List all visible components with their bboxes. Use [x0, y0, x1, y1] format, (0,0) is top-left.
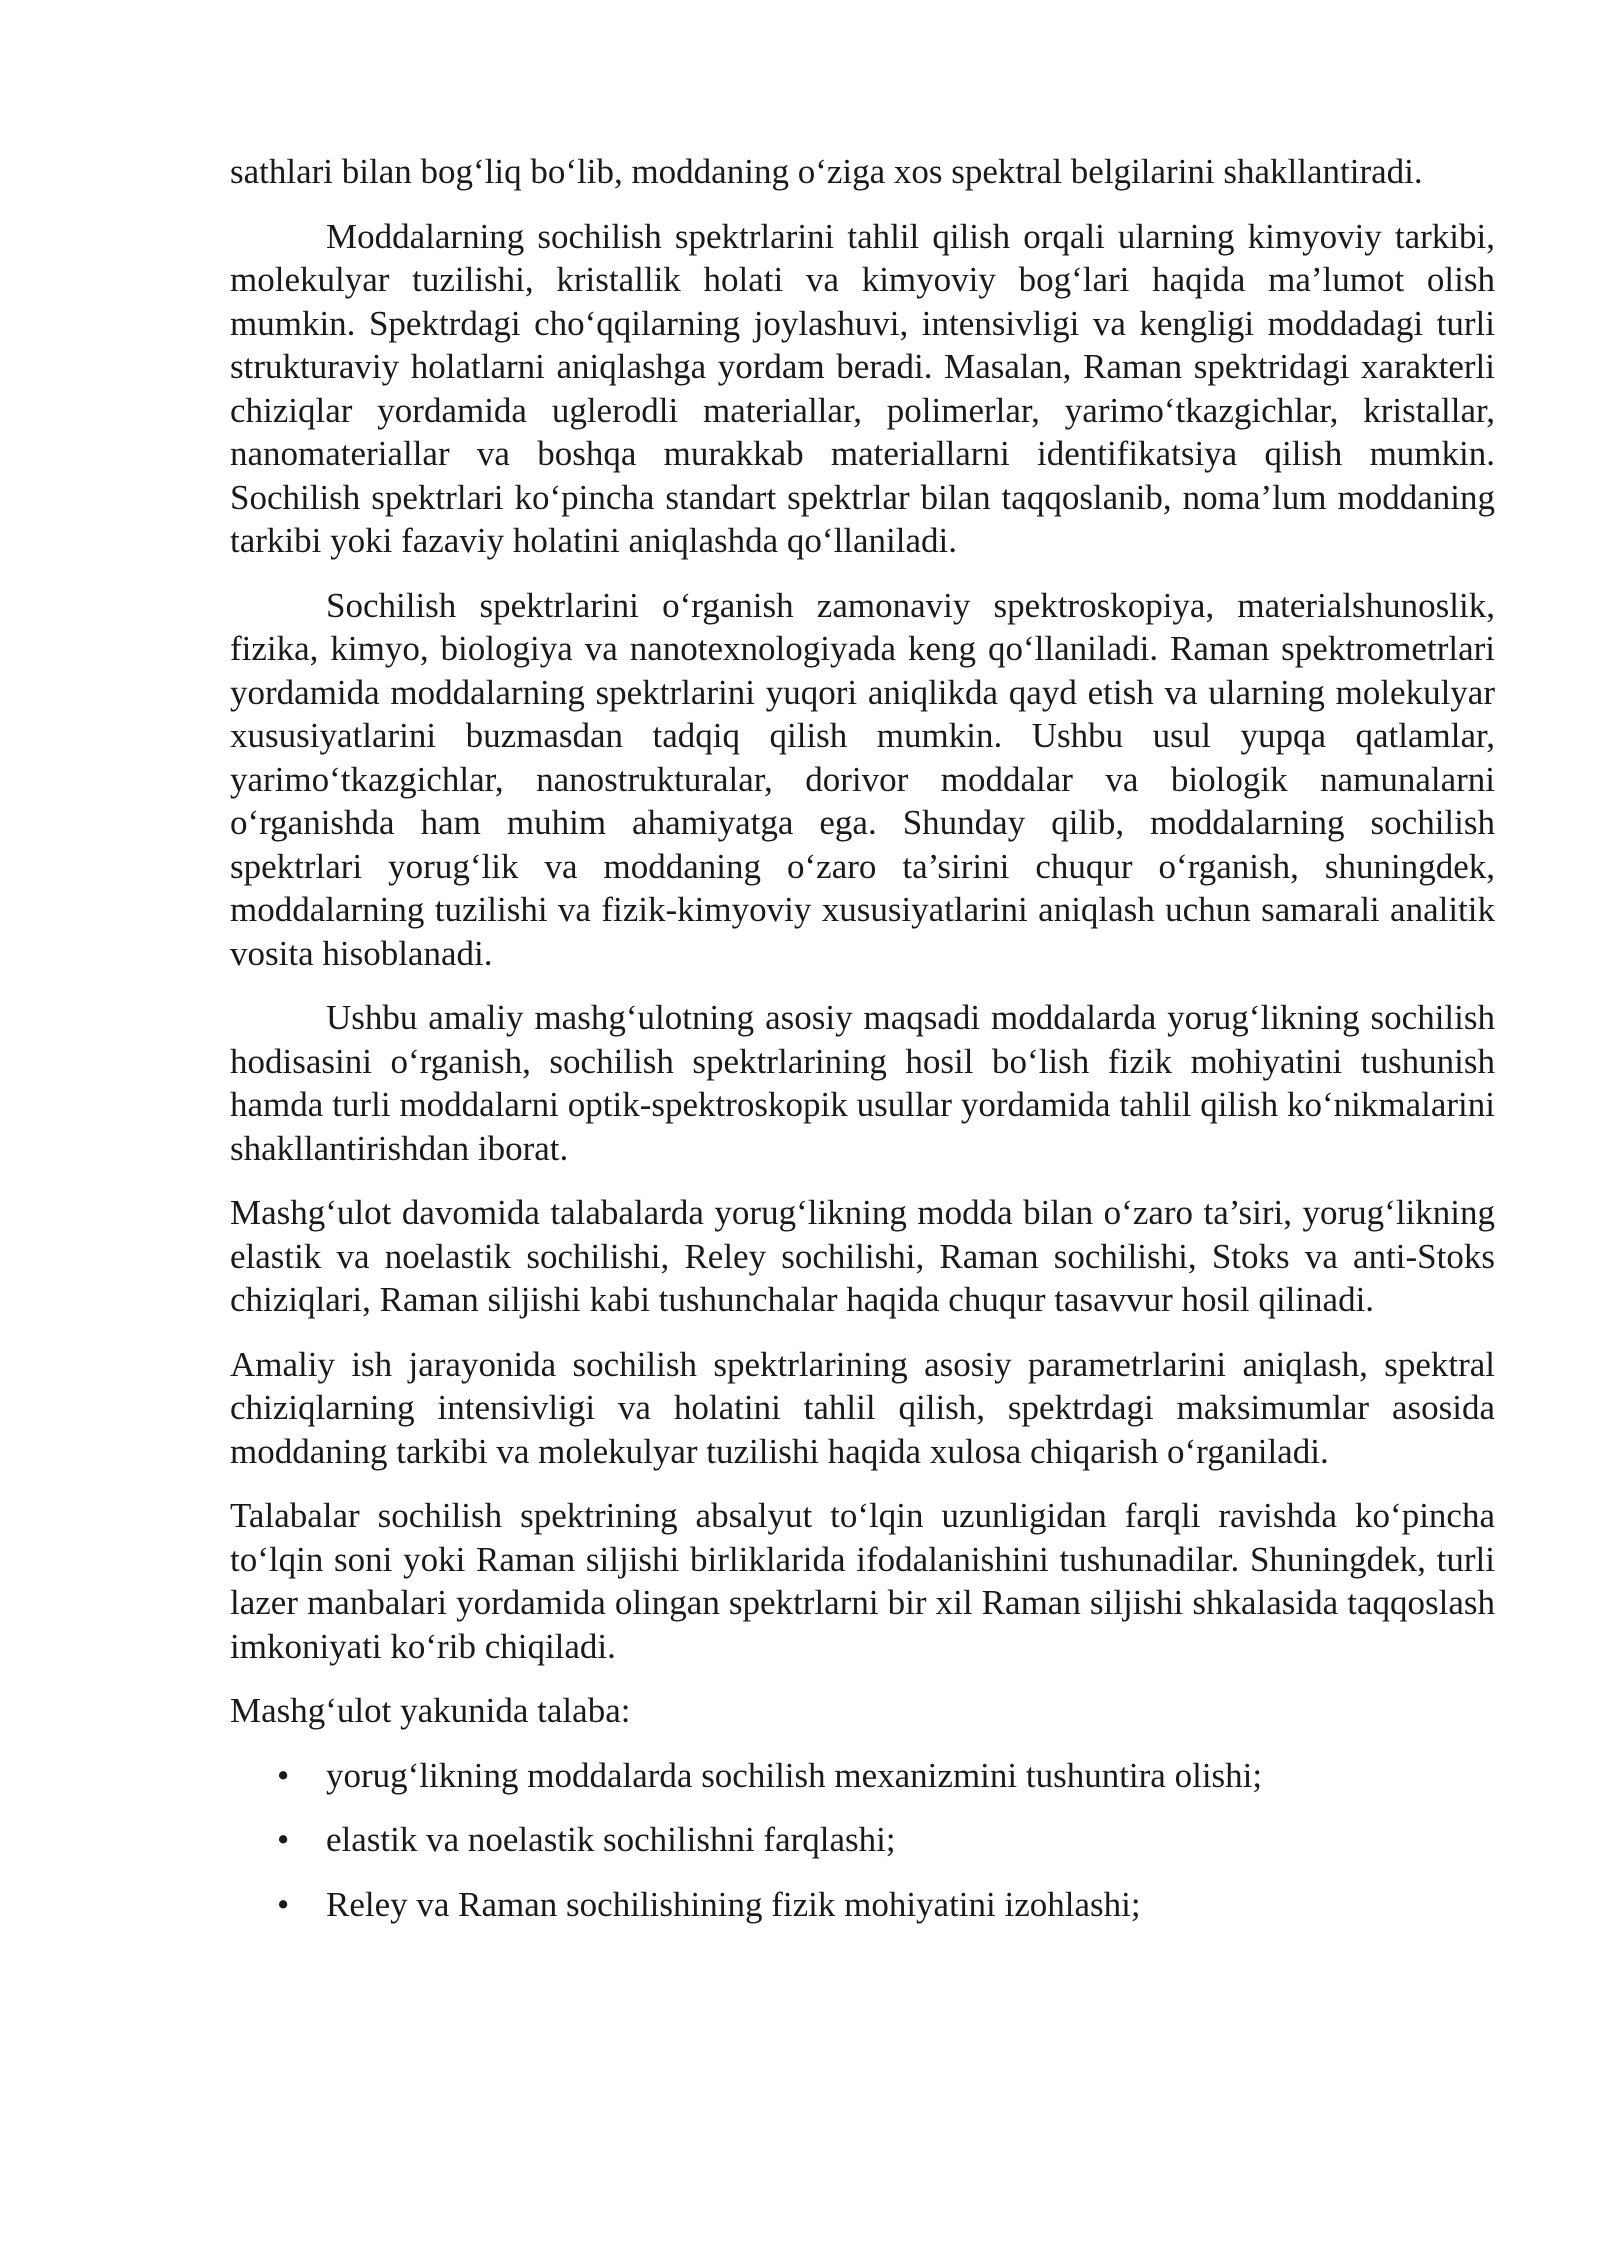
list-item — [230, 1754, 1495, 1798]
paragraph-3: Ushbu amaliy mashg‘ulotning asosiy maqsadi moddalarda yorug‘likning sochilish hodisasini o‘rganish, sochilish spektrlarining hosil bo‘lish fizik mohiyatini tushunish hamda turli moddalarni optik-spektroskopik usullar yordamida tahlil qilish ko‘nikmalarini shakllantirishdan iborat. — [230, 998, 1495, 1168]
outcomes-intro: Mashg‘ulot yakunida talaba: — [230, 1691, 631, 1730]
outcomes-list — [230, 1754, 1495, 1927]
list-item-text: elastik va noelastik sochilishni farqlashi; — [326, 1820, 896, 1859]
bullet-icon: • — [277, 1755, 290, 1795]
bullet-icon: • — [277, 1884, 290, 1924]
paragraph-0: sathlari bilan bog‘liq bo‘lib, moddaning o‘ziga xos spektral belgilarini shakllantiradi. — [230, 152, 1423, 191]
list-item — [230, 1883, 1495, 1927]
list-item-text: yorug‘likning moddalarda sochilish mexanizmini tushuntira olishi; — [326, 1755, 1263, 1795]
paragraph-5: Amaliy ish jarayonida sochilish spektrlarining asosiy parametrlarini aniqlash, spektral chiziqlarning intensivligi va holatini tahlil qilish, spektrdagi maksimumlar asosida moddaning tarkibi va molekulyar tuzilishi haqida xulosa chiqarish o‘rganiladi. — [230, 1344, 1495, 1471]
paragraph-1: Moddalarning sochilish spektrlarini tahlil qilish orqali ularning kimyoviy tarkibi, molekulyar tuzilishi, kristallik holati va kimyoviy bog‘lari haqida ma’lumot olish mumkin. Spektrdagi cho‘qqilarning joylashuvi, intensivligi va kengligi moddadagi turli strukturaviy holatlarni aniqlashga yordam beradi. Masalan, Raman spektridagi xarakterli chiziqlar yordamida uglerodli materiallar, polimerlar, yarimo‘tkazgichlar, kristallar, nanomateriallar va boshqa murakkab materiallarni identifikatsiya qilish mumkin. Sochilish spektrlari ko‘pincha standart spektrlar bilan taqqoslanib, noma’lum moddaning tarkibi yoki fazaviy holatini aniqlashda qo‘llaniladi. — [230, 216, 1495, 560]
list-item-text: Reley va Raman sochilishining fizik mohiyatini izohlashi; — [326, 1884, 1141, 1924]
paragraph-2: Sochilish spektrlarini o‘rganish zamonaviy spektroskopiya, materialshunoslik, fizika, kimyo, biologiya va nanotexnologiyada keng qo‘llaniladi. Raman spektrometrlari yordamida moddalarning spektrlarini yuqori aniqlikda qayd etish va ularning molekulyar xususiyatlarini buzmasdan tadqiq qilish mumkin. Ushbu usul yupqa qatlamlar, yarimo‘tkazgichlar, nanostrukturalar, dorivor moddalar va biologik namunalarni o‘rganishda ham muhim ahamiyatga ega. Shunday qilib, moddalarning sochilish spektrlari yorug‘lik va moddaning o‘zaro ta’sirini chuqur o‘rganish, shuningdek, moddalarning tuzilishi va fizik-kimyoviy xususiyatlarini aniqlash uchun samarali analitik vosita hisoblanadi. — [230, 585, 1495, 973]
document-page — [230, 150, 1495, 1947]
bullet-icon: • — [277, 1820, 290, 1859]
paragraph-4: Mashg‘ulot davomida talabalarda yorug‘likning modda bilan o‘zaro ta’siri, yorug‘likning elastik va noelastik sochilishi, Reley sochilishi, Raman sochilishi, Stoks va anti-Stoks chiziqlari, Raman siljishi kabi tushunchalar haqida chuqur tasavvur hosil qilinadi. — [230, 1193, 1495, 1319]
paragraph-6: Talabalar sochilish spektrining absalyut to‘lqin uzunligidan farqli ravishda ko‘pincha to‘lqin soni yoki Raman siljishi birliklarida ifodalanishini tushunadilar. Shuningdek, turli lazer manbalari yordamida olingan spektrlarni bir xil Raman siljishi shkalasida taqqoslash imkoniyati ko‘rib chiqiladi. — [230, 1496, 1495, 1666]
list-item — [230, 1818, 1495, 1862]
